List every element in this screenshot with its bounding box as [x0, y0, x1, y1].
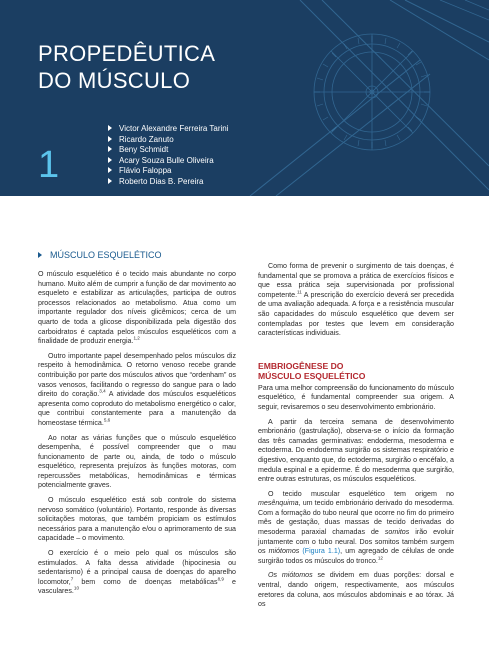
- paragraph: [38, 549, 236, 597]
- emphasis-term: Os miótomos: [268, 571, 313, 580]
- author-item: [108, 124, 229, 135]
- triangle-bullet-icon: [108, 157, 112, 163]
- emphasis-term: mesênquima: [258, 499, 299, 508]
- emphasis-term: somitos: [384, 528, 410, 537]
- paragraph-text: , um tecido embrionário derivado do mesoderma. Com a formação do tubo neural que ocorre no fim do primeiro mês de gestação, duas massas de tecido derivadas do mesoderma paraxial chamadas de: [258, 499, 454, 537]
- section-heading-line-2: MÚSCULO ESQUELÉTICO: [258, 370, 366, 381]
- author-item: [108, 156, 229, 167]
- paragraph: [258, 418, 454, 485]
- author-name: Ricardo Zanuto: [119, 134, 174, 144]
- paragraph: [258, 384, 454, 413]
- reference-superscript: 12: [377, 555, 383, 561]
- triangle-bullet-icon: [38, 252, 42, 258]
- emphasis-term: miótomos: [268, 547, 300, 556]
- paragraph: [258, 262, 454, 339]
- reference-superscript: 7: [70, 576, 74, 582]
- paragraph-text: Ao notar as várias funções que o músculo esquelético desempenha, é possível compreender que o mau funcionamento de parte ou, ainda, de todo o músculo esquelético, representa prejuízos às funções motoras, com repercussões metabólicas, hemodinâmicas e térmicas potencialmente graves.: [38, 433, 236, 490]
- triangle-bullet-icon: [108, 136, 112, 142]
- author-list: [108, 124, 229, 188]
- paragraph-text: O tecido muscular esquelético tem origem no: [268, 489, 454, 498]
- goniometer-illustration: [0, 0, 489, 196]
- paragraph-text: , um agregado de células de onde surgirão todos os músculos do tronco.: [258, 547, 454, 565]
- author-name: Roberto Dias B. Pereira: [119, 176, 204, 186]
- paragraph-text: Outro importante papel desempenhado pelos músculos diz respeito à hemodinâmica. O retorno venoso recebe grande contribuição por parte dos músculos ativos que “ordenham” os vasos venosos, facilitando o regresso do sangue para o lado direito do coração.: [38, 351, 236, 399]
- paragraph-text: A atividade dos músculos esqueléticos apresenta como coproduto do metabolismo energético o calor, que contribui constantemente para a manutenção da homeostase térmica.: [38, 390, 236, 427]
- author-name: Flávio Faloppa: [119, 166, 172, 176]
- paragraph-text: O exercício é o meio pelo qual os músculos são estimulados. A falta dessa atividade (hipocinesia ou sedentarismo) é a principal causa de doenças do aparelho locomotor,: [38, 549, 236, 586]
- paragraph-text: A prescrição do exercício deverá ser precedida de uma avaliação adequada. A força e a resistência muscular são capacidades do músculo esquelético que devem ser contempladas por testes que levem em consideração características individuais.: [258, 290, 454, 338]
- triangle-bullet-icon: [108, 167, 112, 173]
- section-heading-musculo-esqueletico: [38, 250, 236, 261]
- triangle-bullet-icon: [108, 178, 112, 184]
- reference-superscript: 3,4: [99, 388, 106, 394]
- paragraph-text: Para uma melhor compreensão do funcionamento do músculo esquelético, é fundamental compreender sua origem. A seguir, revisaremos o seu desenvolvimento embrionário.: [258, 383, 454, 411]
- author-item: [108, 166, 229, 177]
- paragraph-text: se dividem em duas porções: dorsal e ventral, dando origem, respectivamente, aos músculos eretores da coluna, aos músculos abdominais e ao tórax. Já os: [258, 571, 454, 609]
- author-item: [108, 145, 229, 156]
- chapter-number: 1: [38, 144, 60, 186]
- reference-superscript: 8,9: [217, 576, 224, 582]
- section-heading-text: MÚSCULO ESQUELÉTICO: [50, 250, 162, 260]
- paragraph: [38, 352, 236, 429]
- paragraph: [38, 270, 236, 347]
- reference-superscript: 11: [297, 289, 302, 295]
- chapter-title-line-2: DO MÚSCULO: [38, 68, 191, 93]
- paragraph: [258, 571, 454, 609]
- paragraph-text: Como forma de prevenir o surgimento de tais doenças, é fundamental que se promova a prática de exercícios físicos e que essa prática seja supervisionada por profissional competente.: [258, 262, 454, 299]
- chapter-title: [38, 40, 215, 94]
- author-name: Acary Souza Bulle Oliveira: [119, 155, 214, 165]
- section-heading-line-1: EMBRIOGÊNESE DO: [258, 360, 344, 371]
- chapter-title-line-1: PROPEDÊUTICA: [38, 41, 216, 66]
- triangle-bullet-icon: [108, 146, 112, 152]
- paragraph-text: O músculo esquelético está sob controle do sistema nervoso somático (voluntário). Portanto, responde às diversas solicitações motoras, que também propiciam os estímulos necessários para a manutenção e/ou o aprimoramento de sua capacidade – o movimento.: [38, 496, 236, 543]
- paragraph-text: A partir da terceira semana de desenvolvimento embrionário (gastrulação), observa-se o início da formação das três camadas germinativas: endoderma, mesoderma e ectoderma. Do endoderma surgirão os sistemas respiratório e digestivo, enquanto que, do ectoderma, surgirão o encéfalo, a medula espinal e a epiderme. É do mesoderma que surgirão, entre outras estruturas, os músculos esqueléticos.: [258, 417, 454, 484]
- author-item: [108, 135, 229, 146]
- section-heading-embriogenese: [258, 361, 454, 381]
- paragraph-text: bem como de doenças metabólicas: [73, 577, 218, 586]
- paragraph: [258, 490, 454, 567]
- paragraph: [38, 496, 236, 544]
- reference-superscript: 1,2: [133, 335, 140, 341]
- paragraph-text: O músculo esquelético é o tecido mais abundante no corpo humano. Muito além de cumprir a função de dar movimento ao esqueleto e estabilizar as articulações, participa de outros processos relacionados ao metabolismo. Atua como um importante regulador dos níveis glicêmicos; cerca de um quarto de toda a glicose disponibilizada pela digestão dos carboidratos é captada pelos músculos esqueléticos com a finalidade de produzir energia.: [38, 270, 236, 346]
- reference-superscript: 10: [73, 586, 80, 592]
- triangle-bullet-icon: [108, 125, 112, 131]
- author-name: Beny Schmidt: [119, 145, 169, 155]
- author-name: Victor Alexandre Ferreira Tarini: [119, 124, 229, 133]
- paragraph: [38, 434, 236, 492]
- reference-superscript: 5,6: [103, 417, 111, 423]
- figure-reference-link[interactable]: (Figura 1.1): [302, 547, 341, 556]
- author-item: [108, 177, 229, 188]
- paragraph-text: e vasculares.: [38, 577, 237, 596]
- right-column: [258, 262, 454, 615]
- chapter-header: [0, 0, 489, 196]
- paragraph-text: irão evoluir juntamente com o tubo neural. Dos somitos também surgem os: [258, 528, 454, 556]
- left-column: [38, 250, 236, 602]
